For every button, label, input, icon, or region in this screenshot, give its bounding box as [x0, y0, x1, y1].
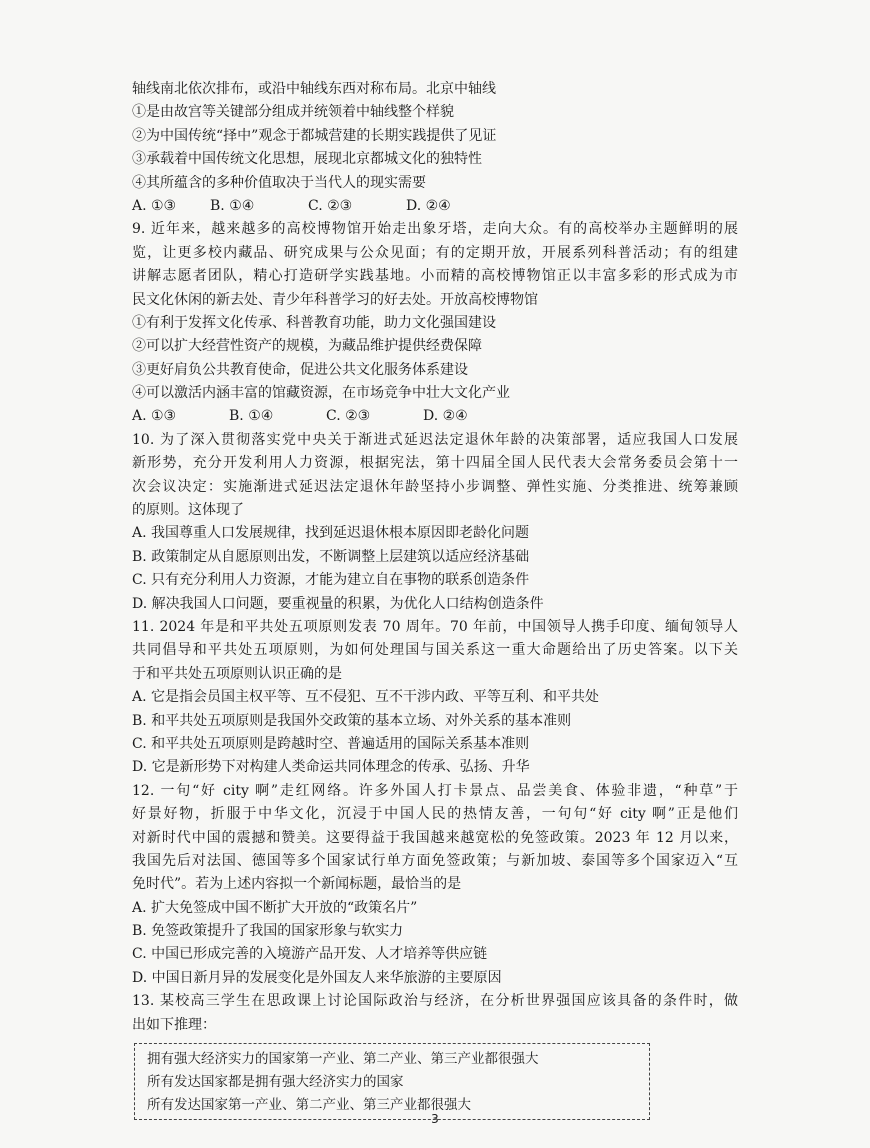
question-stem-line: 出如下推理：	[132, 1016, 216, 1033]
option-b: B. 政策制定从自愿原则出发，不断调整上层建筑以适应经济基础	[132, 548, 530, 565]
question-stem-line: 12. 一句“好 city 啊”走红网络。许多外国人打卡景点、品尝美食、体验非遗，“种草”于	[132, 782, 738, 799]
option-a: A. 它是指会员国主权平等、互不侵犯、互不干涉内政、平等互利、和平共处	[132, 689, 600, 706]
question-stem-line: 13. 某校高三学生在思政课上讨论国际政治与经济，在分析世界强国应该具备的条件时，做	[132, 993, 738, 1010]
option-b: B. ①④	[210, 197, 255, 214]
option-c: C. 只有充分利用人力资源，才能为建立自在事物的联系创造条件	[132, 572, 530, 589]
question-8	[132, 78, 738, 218]
option-d: D. 解决我国人口问题，要重视量的积累，为优化人口结构创造条件	[132, 595, 544, 612]
option-c: C. ②③	[308, 197, 353, 214]
statement-line: ②为中国传统“择中”观念于都城营建的长期实践提供了见证	[132, 127, 497, 144]
question-stem-line: 轴线南北依次排布，或沿中轴线东西对称布局。北京中轴线	[132, 81, 496, 97]
question-stem-line: 新形势，充分开发利用人力资源，根据宪法，第十四届全国人民代表大会常务委员会第十一	[132, 455, 738, 472]
statement-line: ④可以激活内涵丰富的馆藏资源，在市场竞争中壮大文化产业	[132, 385, 510, 402]
statement-line: ③更好肩负公共教育使命，促进公共文化服务体系建设	[132, 361, 468, 378]
question-12	[132, 780, 738, 991]
option-a: A. 我国尊重人口发展规律，找到延迟退休根本原因即老龄化问题	[132, 525, 530, 542]
question-stem-line: 对新时代中国的震撼和赞美。这要得益于我国越来越宽松的免签政策。2023 年 12 月以来，	[132, 829, 738, 846]
option-d: D. ②④	[423, 408, 468, 425]
statement-line: ③承载着中国传统文化思想，展现北京都城文化的独特性	[132, 151, 482, 168]
question-stem-line: 免时代”。若为上述内容拟一个新闻标题，最恰当的是	[132, 876, 462, 893]
question-stem-line: 9. 近年来，越来越多的高校博物馆开始走出象牙塔，走向大众。有的高校举办主题鲜明的展	[132, 221, 738, 238]
conclusion: 所有发达国家第一产业、第二产业、第三产业都很强大	[147, 1097, 471, 1114]
question-stem-line: 共同倡导和平共处五项原则，为如何处理国与国关系这一重大命题给出了历史答案。以下关	[132, 642, 738, 659]
question-stem-line: 好景好物，折服于中华文化，沉浸于中国人民的热情友善，一句句“好 city 啊”正是他们	[132, 806, 738, 823]
option-a: A. 扩大免签成中国不断扩大开放的“政策名片”	[132, 899, 418, 916]
question-stem-line: 于和平共处五项原则认识正确的是	[132, 665, 342, 682]
question-stem-line: 11. 2024 年是和平共处五项原则发表 70 周年。70 年前，中国领导人携手印度、缅甸领导人	[132, 618, 738, 635]
option-c: C. 中国已形成完善的入境游产品开发、人才培养等供应链	[132, 946, 488, 963]
statement-line: ①有利于发挥文化传承、科普教育功能，助力文化强国建设	[132, 314, 496, 331]
question-stem-line: 民文化休闲的新去处、青少年科普学习的好去处。开放高校博物馆	[132, 291, 538, 308]
question-stem-line: 讲解志愿者团队，精心打造研学实践基地。小而精的高校博物馆正以丰富多彩的形式成为市	[132, 268, 738, 285]
reasoning-box	[134, 1043, 650, 1120]
statement-line: ④其所蕴含的多种价值取决于当代人的现实需要	[132, 174, 426, 191]
option-d: D. ②④	[406, 197, 451, 214]
option-b: B. 免签政策提升了我国的国家形象与软实力	[132, 923, 404, 940]
question-9	[132, 218, 738, 429]
answer-options	[132, 405, 738, 428]
question-stem-line: 10. 为了深入贯彻落实党中央关于渐进式延迟法定退休年龄的决策部署，适应我国人口发展	[132, 431, 738, 448]
option-c: C. ②③	[326, 408, 371, 425]
answer-options	[132, 195, 738, 218]
option-a: A. ①③	[132, 408, 177, 425]
question-stem-line: 我国先后对法国、德国等多个国家试行单方面免签政策；与新加坡、泰国等多个国家迈入“互	[132, 852, 738, 869]
question-stem-line: 次会议决定：实施渐进式延迟法定退休年龄坚持小步调整、弹性实施、分类推进、统筹兼顾	[132, 478, 738, 495]
question-11	[132, 616, 738, 780]
premise-major: 拥有强大经济实力的国家第一产业、第二产业、第三产业都很强大	[147, 1051, 539, 1068]
statement-line: ①是由故宫等关键部分组成并统领着中轴线整个样貌	[132, 104, 454, 121]
question-stem-line: 览，让更多校内藏品、研究成果与公众见面；有的定期开放，开展系列科普活动；有的组建	[132, 244, 738, 261]
statement-line: ②可以扩大经营性资产的规模，为藏品维护提供经费保障	[132, 338, 482, 355]
question-stem-line: 的原则。这体现了	[132, 502, 244, 519]
page-number: 3	[431, 1112, 439, 1126]
option-d: D. 它是新形势下对构建人类命运共同体理念的传承、弘扬、升华	[132, 759, 530, 776]
option-b: B. ①④	[229, 408, 274, 425]
option-a: A. ①③	[132, 197, 177, 214]
question-13	[132, 990, 738, 1120]
option-d: D. 中国日新月异的发展变化是外国友人来华旅游的主要原因	[132, 969, 502, 986]
option-c: C. 和平共处五项原则是跨越时空、普遍适用的国际关系基本准则	[132, 735, 530, 752]
option-b: B. 和平共处五项原则是我国外交政策的基本立场、对外关系的基本准则	[132, 712, 572, 729]
question-10	[132, 429, 738, 616]
premise-minor: 所有发达国家都是拥有强大经济实力的国家	[147, 1074, 404, 1091]
